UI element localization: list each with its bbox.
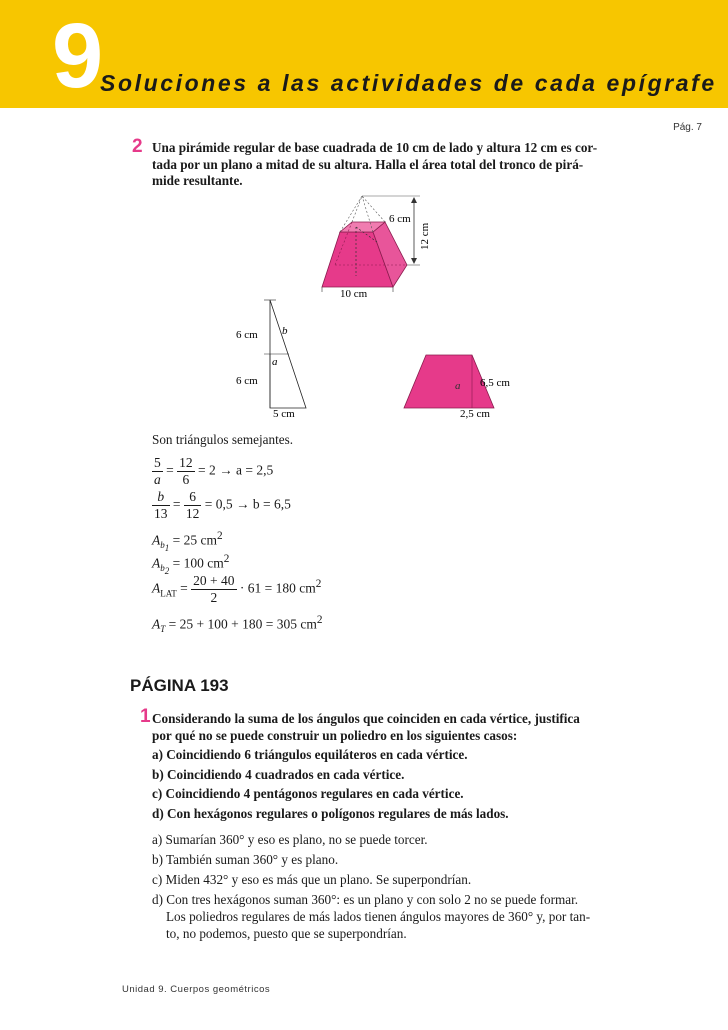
frustum-figure bbox=[322, 196, 431, 300]
answer-c: c) Miden 432° y eso es más que un plano. Se superpondrían. bbox=[152, 872, 472, 887]
eq2-equals: = bbox=[172, 496, 181, 512]
area-value: = 25 + 100 + 180 = 305 cm bbox=[168, 616, 317, 632]
problem-2-number: 2 bbox=[132, 136, 143, 157]
area-exponent: 2 bbox=[316, 614, 323, 626]
answer-a: a) Sumarían 360° y eso es plano, no se puede torcer. bbox=[152, 832, 428, 847]
eq2-numerator-2: 6 bbox=[184, 489, 202, 506]
answer-d-continued: Los poliedros regulares de más lados tienen ángulos mayores de 360° y, por tan- bbox=[166, 909, 591, 924]
statement-line: Una pirámide regular de base cuadrada de 10 cm de lado y altura 12 cm es cor- bbox=[152, 140, 598, 155]
case-c: c) Coincidiendo 4 pentágonos regulares en cada vértice. bbox=[152, 786, 464, 801]
eq2-denominator-1: 13 bbox=[154, 506, 168, 521]
area-subsub: 1 bbox=[164, 542, 170, 553]
frustum-height-label: 12 cm bbox=[419, 222, 431, 250]
case-b: b) Coincidiendo 4 cuadrados en cada vértice. bbox=[152, 766, 405, 782]
chapter-number: 9 bbox=[52, 5, 102, 107]
triangle-a-label: a bbox=[272, 356, 278, 368]
area-sub: T bbox=[160, 624, 166, 635]
eq1-denominator-1: a bbox=[154, 472, 161, 487]
area-sub: b bbox=[160, 563, 165, 574]
eq1-numerator-1: 5 bbox=[154, 455, 161, 470]
area-value: = 100 cm bbox=[172, 555, 224, 571]
lateral-denominator: 2 bbox=[210, 590, 218, 605]
area-lateral bbox=[152, 573, 321, 606]
statement-line: Considerando la suma de los ángulos que coinciden en cada vértice, justifica bbox=[152, 711, 580, 726]
triangle-lower-height-label: 6 cm bbox=[236, 375, 258, 387]
trapezoid-base-label: 2,5 cm bbox=[460, 408, 490, 420]
answer-d: d) Con tres hexágonos suman 360°: es un plano y con solo 2 no se puede formar. bbox=[152, 892, 579, 907]
frustum-top-label: 6 cm bbox=[389, 213, 411, 225]
statement-line: tada por un plano a mitad de su altura. Halla el área total del tronco de pirá- bbox=[152, 156, 584, 172]
statement-line: mide resultante. bbox=[152, 173, 243, 188]
eq1-denominator-2: 6 bbox=[182, 472, 190, 487]
area-symbol: A bbox=[152, 616, 161, 632]
area-value: · 61 = 180 cm bbox=[239, 580, 316, 596]
answer-b: b) También suman 360° y es plano. bbox=[152, 852, 339, 867]
area-symbol: A bbox=[152, 532, 161, 548]
triangle-upper-height-label: 6 cm bbox=[236, 329, 258, 341]
area-symbol: A bbox=[152, 580, 161, 596]
eq2-denominator-2: 12 bbox=[185, 506, 200, 521]
area-total bbox=[152, 612, 322, 637]
area-subsub: 2 bbox=[164, 565, 170, 576]
page-reference: Pág. 7 bbox=[673, 122, 702, 133]
frustum-base-label: 10 cm bbox=[340, 288, 368, 300]
eq1-equals: = bbox=[166, 462, 174, 478]
lateral-numerator: 20 + 40 bbox=[193, 573, 235, 588]
equation-2 bbox=[152, 489, 291, 522]
area-value: = 25 cm bbox=[172, 532, 217, 548]
trapezoid-side-label: 6,5 cm bbox=[480, 377, 510, 389]
problem-1-statement bbox=[152, 711, 622, 822]
triangle-b-label: b bbox=[282, 325, 288, 337]
area-equals: = bbox=[180, 580, 188, 596]
area-exponent: 2 bbox=[315, 578, 322, 591]
equation-1 bbox=[152, 455, 273, 488]
area-sub: b bbox=[160, 540, 165, 551]
area-sub: LAT bbox=[160, 588, 177, 599]
area-exponent: 2 bbox=[223, 553, 230, 565]
statement-line: por qué no se puede construir un poliedro en los siguientes casos: bbox=[152, 727, 518, 743]
eq2-numerator-1: b bbox=[152, 489, 170, 506]
page-footer: Unidad 9. Cuerpos geométricos bbox=[122, 984, 271, 995]
chapter-title: Soluciones a las actividades de cada epígrafe bbox=[100, 70, 717, 96]
trapezoid-figure bbox=[404, 355, 510, 420]
answer-d-end: to, no podemos, puesto que se superpondrían. bbox=[166, 926, 407, 941]
trapezoid-a-label: a bbox=[455, 380, 461, 392]
triangle-base-label: 5 cm bbox=[273, 408, 295, 420]
eq1-result: = 2 → a = 2,5 bbox=[198, 462, 274, 478]
eq1-numerator-2: 12 bbox=[179, 455, 193, 470]
section-heading: PÁGINA 193 bbox=[130, 676, 229, 695]
similar-triangles-figure bbox=[236, 300, 306, 420]
solution-intro: Son triángulos semejantes. bbox=[152, 432, 294, 447]
eq2-result: = 0,5 → b = 6,5 bbox=[204, 496, 291, 512]
case-d: d) Con hexágonos regulares o polígonos regulares de más lados. bbox=[152, 805, 509, 821]
area-exponent: 2 bbox=[216, 530, 223, 542]
problem-1-number: 1 bbox=[140, 706, 151, 727]
case-a: a) Coincidiendo 6 triángulos equiláteros en cada vértice. bbox=[152, 747, 468, 762]
area-symbol: A bbox=[152, 555, 161, 571]
